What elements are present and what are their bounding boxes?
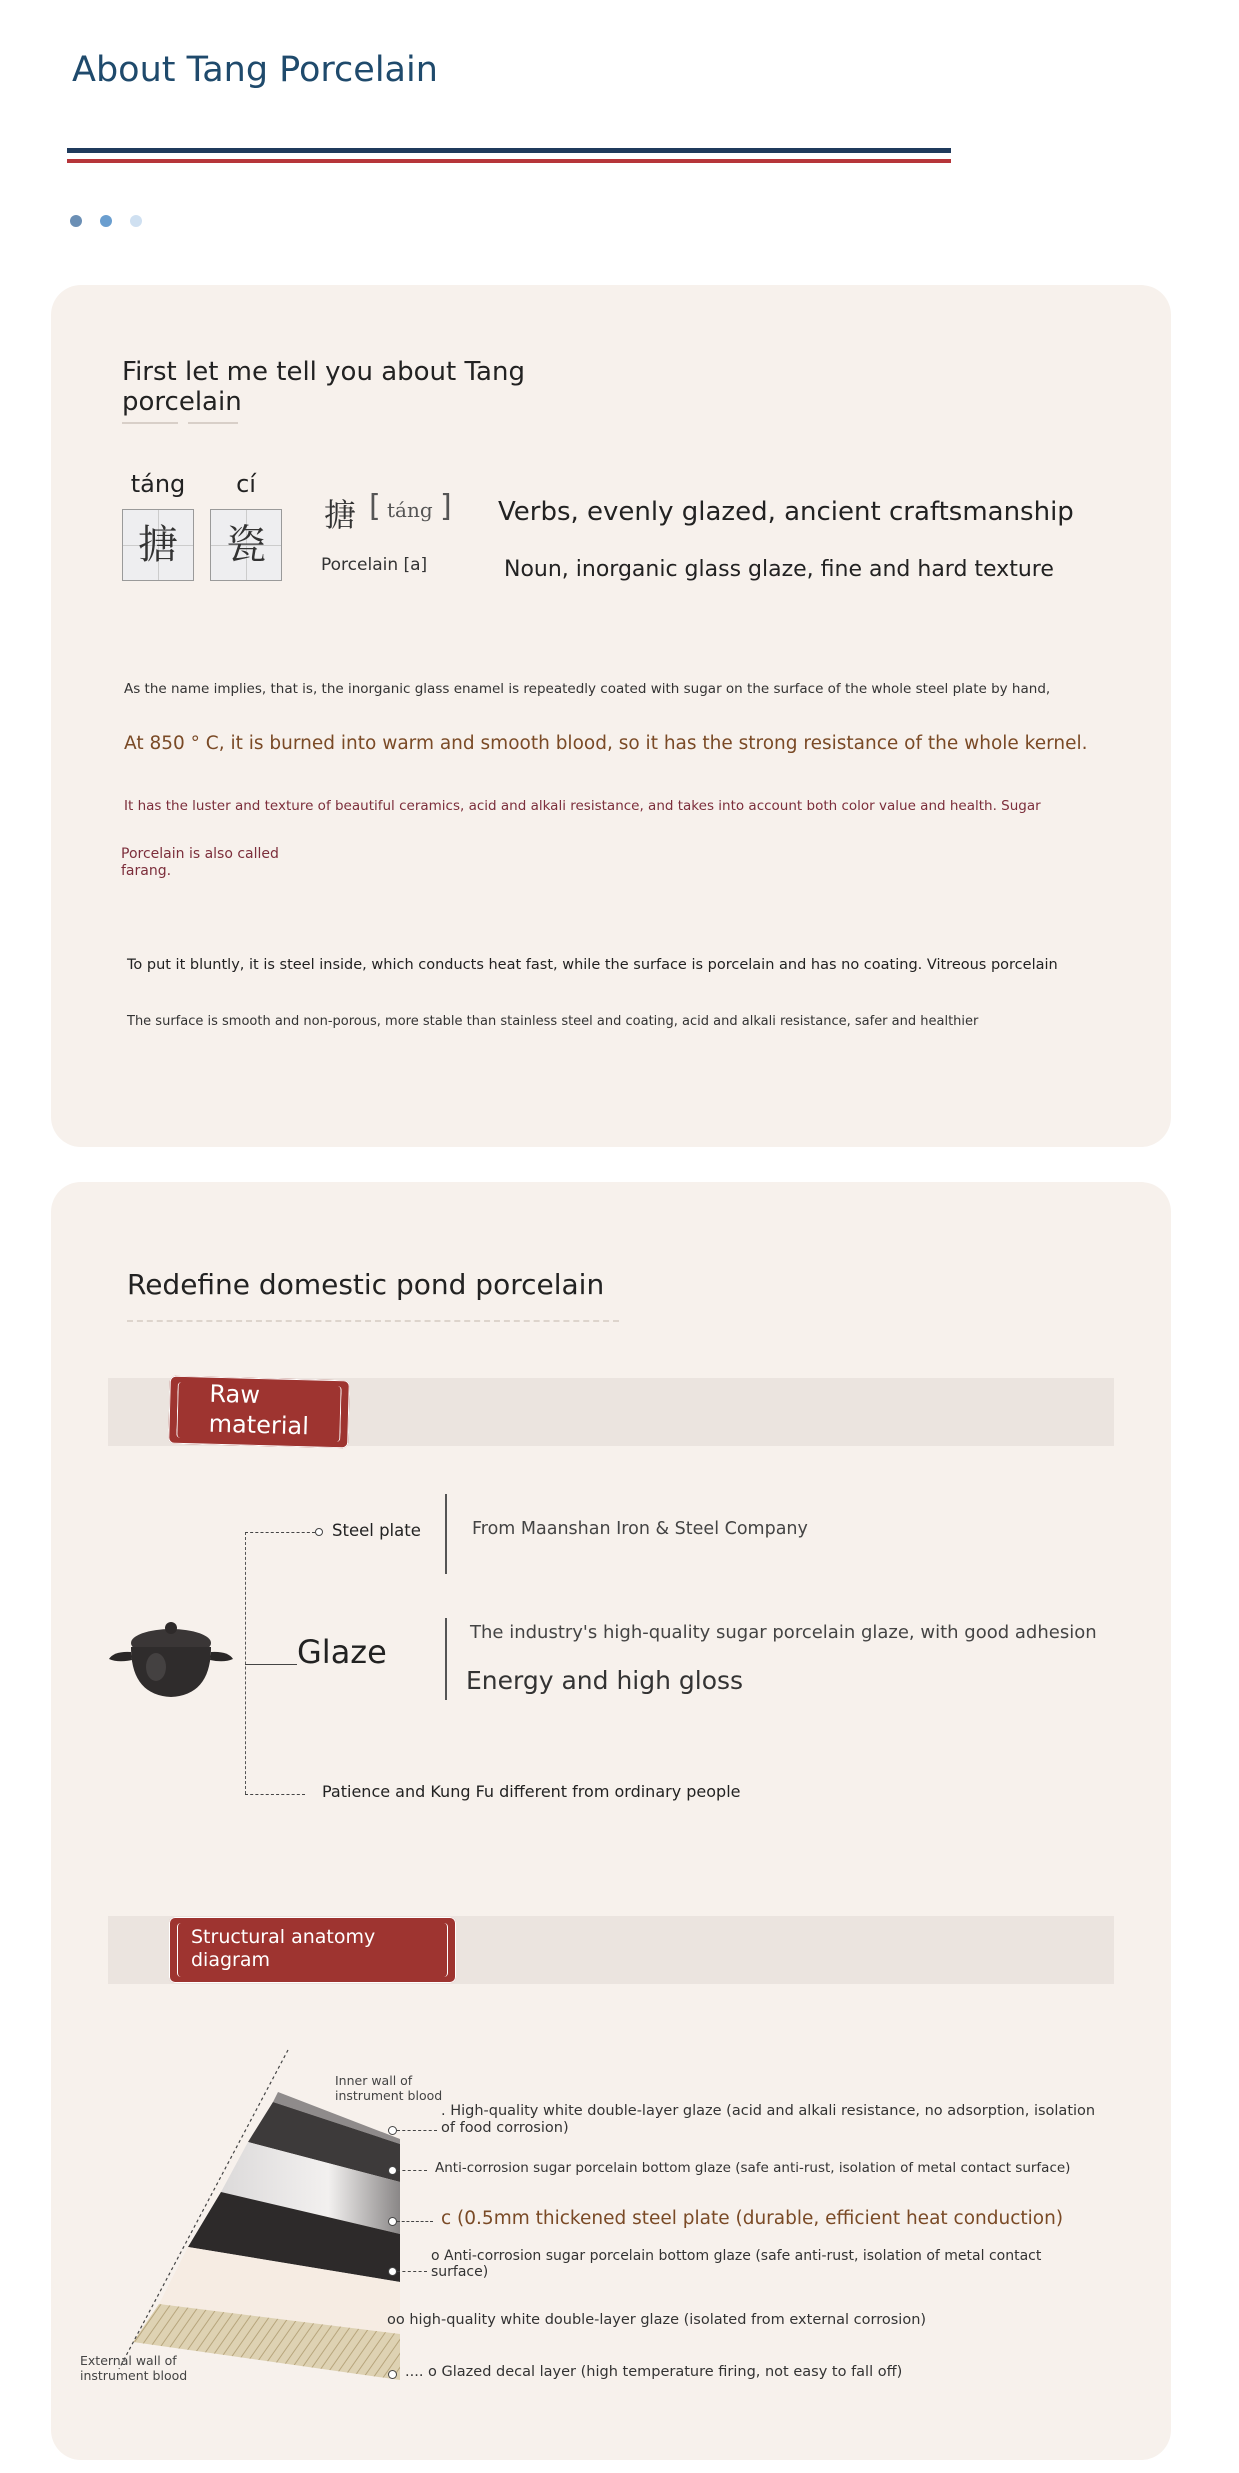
- dictionary-pron: táng: [387, 498, 433, 522]
- steel-plate-desc: From Maanshan Iron & Steel Company: [472, 1519, 808, 1539]
- product-card: [51, 1182, 1171, 2460]
- structure-tag: [169, 1917, 456, 1983]
- layer-label-5: oo high-quality white double-layer glaze (isolated from external corrosion): [387, 2312, 927, 2328]
- heading-underline: [188, 422, 238, 424]
- glaze-desc-2: Energy and high gloss: [466, 1666, 744, 1695]
- para-6: The surface is smooth and non-porous, more stable than stainless steel and coating, acid and alkali resistance, safer and healthier: [127, 1014, 979, 1029]
- inner-wall-label: Inner wall of instrument blood: [335, 2073, 443, 2103]
- layer-node: [388, 2126, 397, 2135]
- divider-line: [445, 1618, 447, 1700]
- layer-label-4: o Anti-corrosion sugar porcelain bottom glaze (safe anti-rust, isolation of metal contact surface): [431, 2248, 1042, 2280]
- product-heading: Redefine domestic pond porcelain: [127, 1268, 605, 1301]
- layer-leader: [397, 2271, 427, 2272]
- kungfu-label: Patience and Kung Fu different from ordinary people: [322, 1782, 741, 1801]
- layer-label-2: Anti-corrosion sugar porcelain bottom glaze (safe anti-rust, isolation of metal contact surface): [435, 2160, 1071, 2176]
- intro-card: [51, 285, 1171, 1147]
- raw-material-tag-label: Raw material: [208, 1379, 310, 1441]
- carousel-dot-1[interactable]: [70, 215, 82, 227]
- layer-node: [388, 2370, 397, 2379]
- para-2: At 850 ° C, it is burned into warm and smooth blood, so it has the strong resistance of the whole kernel.: [124, 733, 1088, 754]
- page-title: About Tang Porcelain: [72, 50, 438, 90]
- layer-node: [388, 2166, 397, 2175]
- layer-label-3: c (0.5mm thickened steel plate (durable, efficient heat conduction): [441, 2208, 1064, 2229]
- layer-leader: [397, 2221, 433, 2222]
- definition-noun: Noun, inorganic glass glaze, fine and hard texture: [504, 557, 1054, 582]
- bracket-line: [245, 1532, 246, 1794]
- pot-icon: [106, 1607, 236, 1707]
- layer-node: [388, 2217, 397, 2226]
- dictionary-char: 搪: [324, 496, 357, 534]
- heading-underline: [122, 422, 178, 424]
- bracket-node: [315, 1528, 323, 1536]
- steel-plate-label: Steel plate: [332, 1521, 421, 1540]
- para-3: It has the luster and texture of beautiful ceramics, acid and alkali resistance, and takes into account both color value and health. Sugar: [124, 798, 1041, 814]
- bracket-leader: [245, 1532, 315, 1533]
- intro-heading: First let me tell you about Tang porcelain: [122, 357, 525, 417]
- structure-tag-label: Structural anatomy diagram: [191, 1926, 376, 1971]
- char-box-tang: 搪: [122, 509, 194, 581]
- layer-label-6: .... o Glazed decal layer (high temperature firing, not easy to fall off): [405, 2364, 903, 2380]
- bracket-leader: [245, 1664, 297, 1665]
- bracket-leader: [245, 1794, 305, 1795]
- dictionary-note: Porcelain [a]: [321, 555, 428, 575]
- pinyin-ci: cí: [236, 470, 256, 498]
- glaze-desc-1: The industry's high-quality sugar porcelain glaze, with good adhesion: [470, 1622, 1097, 1643]
- outer-wall-label: External wall of instrument blood: [80, 2353, 188, 2383]
- carousel-dot-3[interactable]: [130, 215, 142, 227]
- layer-label-1: . High-quality white double-layer glaze (acid and alkali resistance, no adsorption, isolation of food corrosion): [441, 2103, 1096, 2136]
- glaze-label: Glaze: [297, 1633, 387, 1671]
- para-1: As the name implies, that is, the inorganic glass enamel is repeatedly coated with sugar on the surface of the whole steel plate by hand,: [124, 681, 1051, 697]
- title-rule-red: [67, 159, 951, 163]
- carousel-dot-2[interactable]: [100, 215, 112, 227]
- layer-node: [388, 2267, 397, 2276]
- pron-bracket-right: ]: [440, 489, 452, 524]
- para-5: To put it bluntly, it is steel inside, which conducts heat fast, while the surface is porcelain and has no coating. Vitreous porcelain: [127, 957, 1058, 973]
- title-rule-navy: [67, 148, 951, 153]
- char-box-ci: 瓷: [210, 509, 282, 581]
- layer-leader: [397, 2170, 427, 2171]
- para-4: Porcelain is also called farang.: [121, 846, 279, 879]
- raw-material-tag: [168, 1376, 350, 1449]
- layer-leader: [397, 2130, 437, 2131]
- divider-line: [445, 1494, 447, 1574]
- heading-underline: [127, 1320, 619, 1322]
- pron-bracket-left: [: [369, 489, 381, 524]
- pinyin-tang: táng: [130, 470, 186, 498]
- definition-verb: Verbs, evenly glazed, ancient craftsmanship: [498, 497, 1074, 527]
